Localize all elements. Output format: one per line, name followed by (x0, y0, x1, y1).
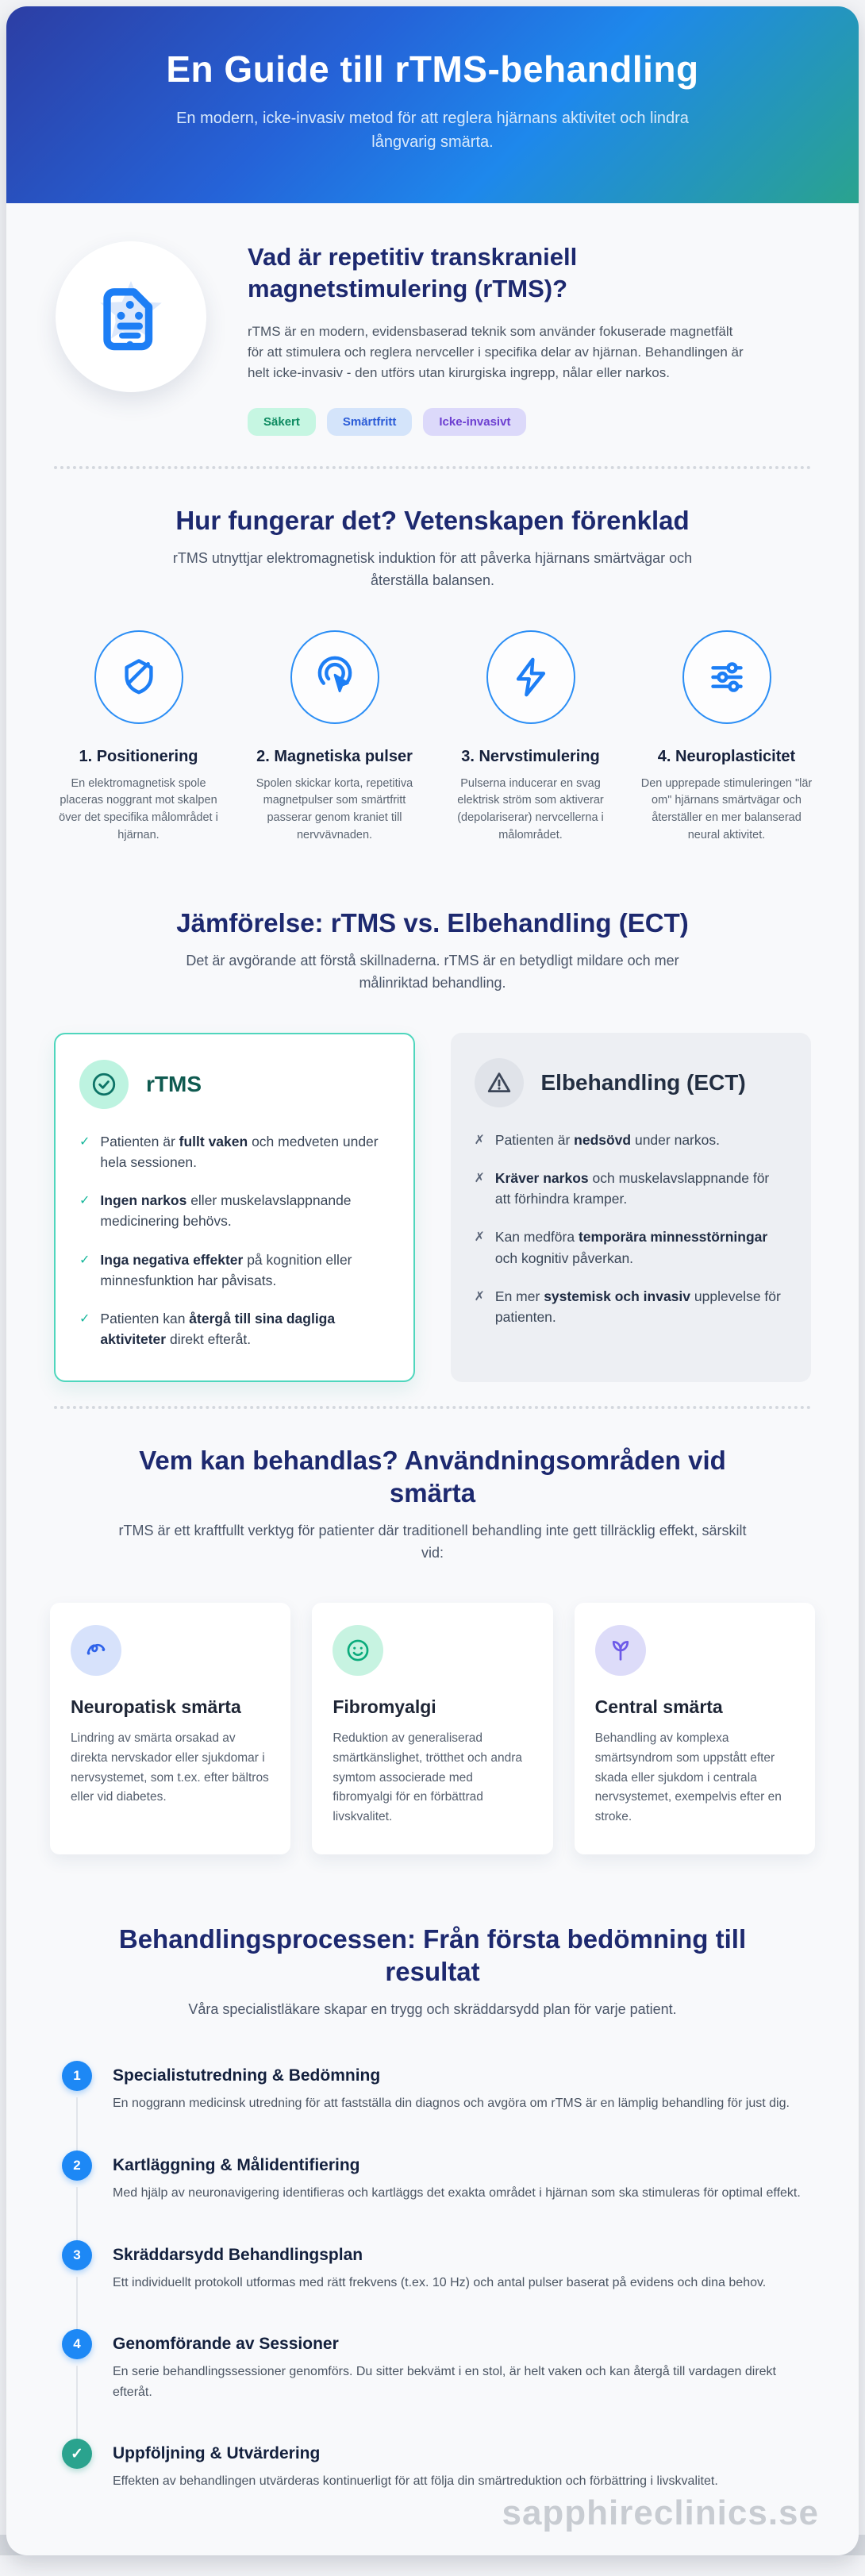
how-step-stimulation: 3. Nervstimulering Pulserna inducerar en svag elektrisk ström som aktiverar (depolariserar) nervcellerna i målområdet. (442, 630, 619, 845)
step-connector (76, 2277, 78, 2330)
intro-section (6, 203, 859, 466)
check-icon: ✓ (79, 1253, 90, 1267)
conditions-subtitle: rTMS är ett kraftfullt verktyg för patienter där traditionell behandling inte gett tillräcklig effekt, särskilt vid: (118, 1523, 747, 1561)
intro-heading: Vad är repetitiv transkraniell magnetstimulering (rTMS)? (248, 243, 578, 303)
ect-card (451, 1033, 812, 1382)
badge-painless: Smärtfritt (327, 408, 413, 436)
ect-card-title: Elbehandling (ECT) (540, 1069, 746, 1095)
warning-triangle-icon (486, 1069, 513, 1096)
step-connector (76, 2366, 78, 2439)
ect-list (475, 1130, 788, 1328)
page-subtitle: En modern, icke-invasiv metod för att reglera hjärnans aktivitet och lindra långvarig smärta. (176, 110, 689, 151)
smiley-icon (344, 1637, 371, 1664)
process-step-2: 2 Kartläggning & Målidentifiering Med hjälp av neuronavigering identifieras och kartläggs det exakta området i hjärnan som ska stimuleras för optimal effekt. (62, 2151, 803, 2240)
process-section (6, 1886, 859, 2555)
process-steps (62, 2061, 803, 2492)
check-circle-icon (90, 1071, 117, 1098)
intro-content (248, 241, 744, 436)
rtms-card-title: rTMS (146, 1071, 202, 1096)
cross-icon: ✗ (474, 1289, 485, 1303)
conditions-heading: Vem kan behandlas? Användningsområden vid smärta (139, 1445, 726, 1507)
condition-card-central: Central smärta Behandling av komplexa smärtsyndrom som uppstått efter skada eller sjukdom i centrala nervsystemet, exempelvis efter en stroke. (575, 1603, 815, 1854)
badge-safe: Säkert (248, 408, 316, 436)
conditions-grid (50, 1603, 815, 1854)
process-step-3: 3 Skräddarsydd Behandlingsplan Ett individuellt protokoll utformas med rätt frekvens (t.ex. 10 Hz) och antal pulser baserat på evidens och dina behov. (62, 2240, 803, 2330)
how-step-pulses: 2. Magnetiska pulser Spolen skickar korta, repetitiva magnetpulser som smärtfritt passerar genom kraniet till nervvävnaden. (246, 630, 423, 845)
nerve-icon (83, 1637, 110, 1664)
comparison-grid (54, 1033, 811, 1382)
sprout-icon (607, 1637, 634, 1664)
sliders-icon (705, 655, 749, 699)
check-icon: ✓ (79, 1312, 90, 1327)
rtms-list (79, 1131, 390, 1350)
list-item: ✗ Patienten är nedsövd under narkos. (475, 1130, 788, 1150)
document-tag-icon (83, 269, 179, 364)
cross-icon: ✗ (474, 1133, 485, 1147)
how-subtitle: rTMS utnyttjar elektromagnetisk induktion för att påverka hjärnans smärtvägar och återställa balansen. (172, 549, 693, 588)
step-number-badge: 2 (62, 2151, 92, 2181)
comparison-subtitle: Det är avgörande att förstå skillnaderna. rTMS är en betydligt mildare och mer målinriktad behandling. (186, 952, 679, 991)
hero-header (6, 6, 859, 203)
step-number-badge: 4 (62, 2329, 92, 2359)
badge-noninvasive: Icke-invasivt (423, 408, 526, 436)
list-item: ✓ Ingen narkos eller muskelavslappnande medicinering behövs. (79, 1190, 390, 1232)
step-check-badge: ✓ (62, 2439, 92, 2469)
coil-icon (117, 655, 161, 699)
page-title: En Guide till rTMS-behandling (166, 48, 699, 90)
how-step-neuroplasticity: 4. Neuroplasticitet Den upprepade stimuleringen "lär om" hjärnans smärtvägar och återställer en mer balanserad neural aktivitet. (638, 630, 815, 845)
list-item: ✗ En mer systemisk och invasiv upplevelse för patienten. (475, 1286, 788, 1328)
step-number-badge: 1 (62, 2061, 92, 2091)
cross-icon: ✗ (474, 1171, 485, 1185)
badge-row (248, 408, 744, 436)
page-card (6, 6, 859, 2555)
watermark: sapphireclinics.se (502, 2493, 819, 2532)
pulse-tap-icon (313, 655, 357, 699)
how-heading: Hur fungerar det? Vetenskapen förenklad (175, 505, 690, 535)
check-icon: ✓ (79, 1194, 90, 1208)
process-subtitle: Våra specialistläkare skapar en trygg och skräddarsydd plan för varje patient. (188, 2001, 677, 2018)
how-grid (50, 630, 815, 845)
comparison-heading: Jämförelse: rTMS vs. Elbehandling (ECT) (176, 907, 689, 938)
lightning-icon (509, 655, 553, 699)
step-connector (76, 2097, 78, 2151)
condition-card-neuropathic: Neuropatisk smärta Lindring av smärta orsakad av direkta nervskador eller sjukdomar i nervsystemet, som t.ex. efter bältros eller vid diabetes. (50, 1603, 290, 1854)
comparison-section (6, 876, 859, 1406)
conditions-section (6, 1409, 859, 1886)
list-item: ✗ Kräver narkos och muskelavslappnande för att förhindra kramper. (475, 1168, 788, 1210)
list-item: ✓ Inga negativa effekter på kognition eller minnesfunktion har påvisats. (79, 1249, 390, 1292)
intro-icon-circle (56, 241, 206, 392)
list-item: ✗ Kan medföra temporära minnesstörningar och kognitiv påverkan. (475, 1226, 788, 1269)
process-step-5: ✓ Uppföljning & Utvärdering Effekten av behandlingen utvärderas kontinuerligt för att följa din smärtreduktion och förbättring i livskvalitet. (62, 2439, 803, 2492)
process-step-1: 1 Specialistutredning & Bedömning En noggrann medicinsk utredning för att fastställa din diagnos och avgöra om rTMS är en lämplig behandling för just dig. (62, 2061, 803, 2151)
check-icon: ✓ (79, 1134, 90, 1149)
cross-icon: ✗ (474, 1230, 485, 1245)
how-step-positioning: 1. Positionering En elektromagnetisk spole placeras noggrant mot skalpen över det specifika målområdet i hjärnan. (50, 630, 227, 845)
list-item: ✓ Patienten kan återgå till sina dagliga aktiviteter direkt efteråt. (79, 1308, 390, 1350)
rtms-card (54, 1033, 415, 1382)
process-step-4: 4 Genomförande av Sessioner En serie behandlingssessioner genomförs. Du sitter bekvämt i en stol, är helt vaken och kan återgå till vardagen direkt efteråt. (62, 2329, 803, 2439)
intro-paragraph: rTMS är en modern, evidensbaserad teknik som använder fokuserade magnetfält för att stimulera och reglera nervceller i specifika delar av hjärnan. Behandlingen är helt icke-invasiv - den utförs utan kirurgiska ingrepp, nålar eller narkos. (248, 323, 744, 381)
how-section (6, 469, 859, 876)
step-connector (76, 2187, 78, 2240)
step-number-badge: 3 (62, 2240, 92, 2270)
list-item: ✓ Patienten är fullt vaken och medveten under hela sessionen. (79, 1131, 390, 1173)
condition-card-fibromyalgia: Fibromyalgi Reduktion av generaliserad smärtkänslighet, trötthet och andra symtom associerade med fibromyalgi för en förbättrad livskvalitet. (312, 1603, 552, 1854)
process-heading: Behandlingsprocessen: Från första bedömning till resultat (118, 1923, 747, 1987)
